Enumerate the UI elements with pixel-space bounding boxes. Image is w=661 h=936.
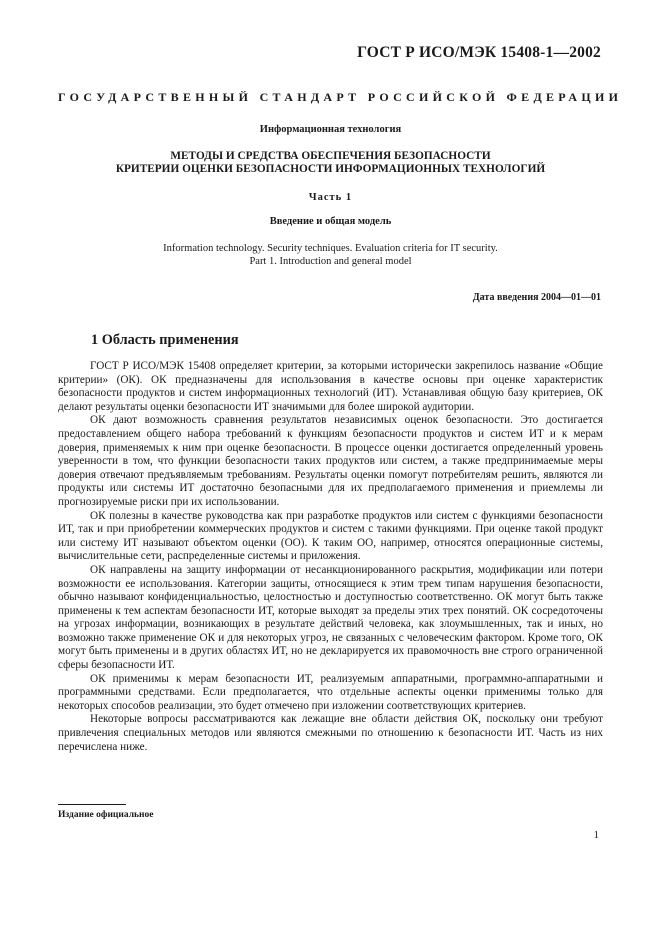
paragraph: ОК направлены на защиту информации от несанкционированного раскрытия, модификации или потери возможности ее использования. Категории защиты, относящиеся к этим трем типам нарушения безопасности, обычно называют конфиденциальностью, целостностью и доступностью соответственно. ОК могут быть также применены к тем аспектам безопасности ИТ, которые выходят за пределы этих трех понятий. ОК сосредоточены на угрозах информации, возникающих в результате действий человека, как злоумышленных, так и иных, но возможно также применение ОК и для некоторых угроз, не связанных с человеческим фактором. Кроме того, ОК могут быть применены и в других областях ИТ, но не декларируется их правомочность вне строго ограниченной сферы безопасности ИТ.: [58, 563, 603, 672]
section-body: [58, 360, 603, 754]
main-title: [58, 150, 603, 176]
page-number: 1: [593, 829, 599, 841]
paragraph: ОК полезны в качестве руководства как при разработке продуктов или систем с функциями безопасности ИТ, так и при приобретении коммерческих продуктов и систем с такими функциями. При оценке такой продукт или систему ИТ называют объектом оценки (ОО). К таким ОО, например, относятся операционные системы, вычислительные сети, распределенные системы и приложения.: [58, 509, 603, 563]
paragraph: Некоторые вопросы рассматриваются как лежащие вне области действия ОК, поскольку они требуют привлечения специальных методов или являются смежными по отношению к безопасности ИТ. Часть из них перечислена ниже.: [58, 713, 603, 753]
effective-date: Дата введения 2004—01—01: [472, 292, 601, 303]
main-title-line-1: МЕТОДЫ И СРЕДСТВА ОБЕСПЕЧЕНИЯ БЕЗОПАСНОСТИ: [170, 150, 491, 162]
document-id: ГОСТ Р ИСО/МЭК 15408-1—2002: [357, 44, 601, 61]
topic-title: Информационная технология: [259, 124, 402, 135]
section-heading: 1 Область применения: [91, 332, 239, 348]
edition-note: Издание официальное: [58, 810, 154, 820]
paragraph: ОК применимы к мерам безопасности ИТ, реализуемым аппаратными, программно-аппаратными и программными средствами. Если предполагается, что отдельные аспекты оценки применимы только для некоторых способов реализации, это будет отмечено при изложении соответствующих критериев.: [58, 672, 603, 712]
english-title-line-1: Information technology. Security techniques. Evaluation criteria for IT security.: [163, 243, 498, 254]
paragraph: ГОСТ Р ИСО/МЭК 15408 определяет критерии, за которыми исторически закрепилось название «Общие критерии» (ОК). ОК предназначены для использования в качестве основы при оценке характеристик безопасности продуктов и систем информационных технологий (ИТ). Устанавливая общую базу критериев, ОК делают результаты оценки безопасности ИТ значимыми для более широкой аудитории.: [58, 360, 603, 413]
paragraph: ОК дают возможность сравнения результатов независимых оценок безопасности. Это достигается предоставлением общего набора требований к функциям безопасности продуктов и систем ИТ и к мерам доверия, применяемых к ним при оценке безопасности. В процессе оценки достигается определенный уровень уверенности в том, что функции безопасности таких продуктов или систем, а также предпринимаемые меры доверия отвечают предъявляемым требованиям. Результаты оценки помогут потребителям решить, являются ли продукты или системы ИТ достаточно безопасными для их предполагаемого применения и приемлемы ли прогнозируемые риски при их использовании.: [58, 414, 603, 508]
part-label: Часть 1: [308, 192, 353, 203]
main-title-line-2: КРИТЕРИИ ОЦЕНКИ БЕЗОПАСНОСТИ ИНФОРМАЦИОННЫХ ТЕХНОЛОГИЙ: [115, 163, 546, 175]
english-title-line-2: Part 1. Introduction and general model: [249, 256, 412, 267]
part-subtitle: Введение и общая модель: [269, 216, 392, 227]
footer-divider: [58, 804, 126, 805]
english-title: [58, 242, 603, 268]
state-standard-line: ГОСУДАРСТВЕННЫЙ СТАНДАРТ РОССИЙСКОЙ ФЕДЕРАЦИИ: [58, 90, 623, 104]
